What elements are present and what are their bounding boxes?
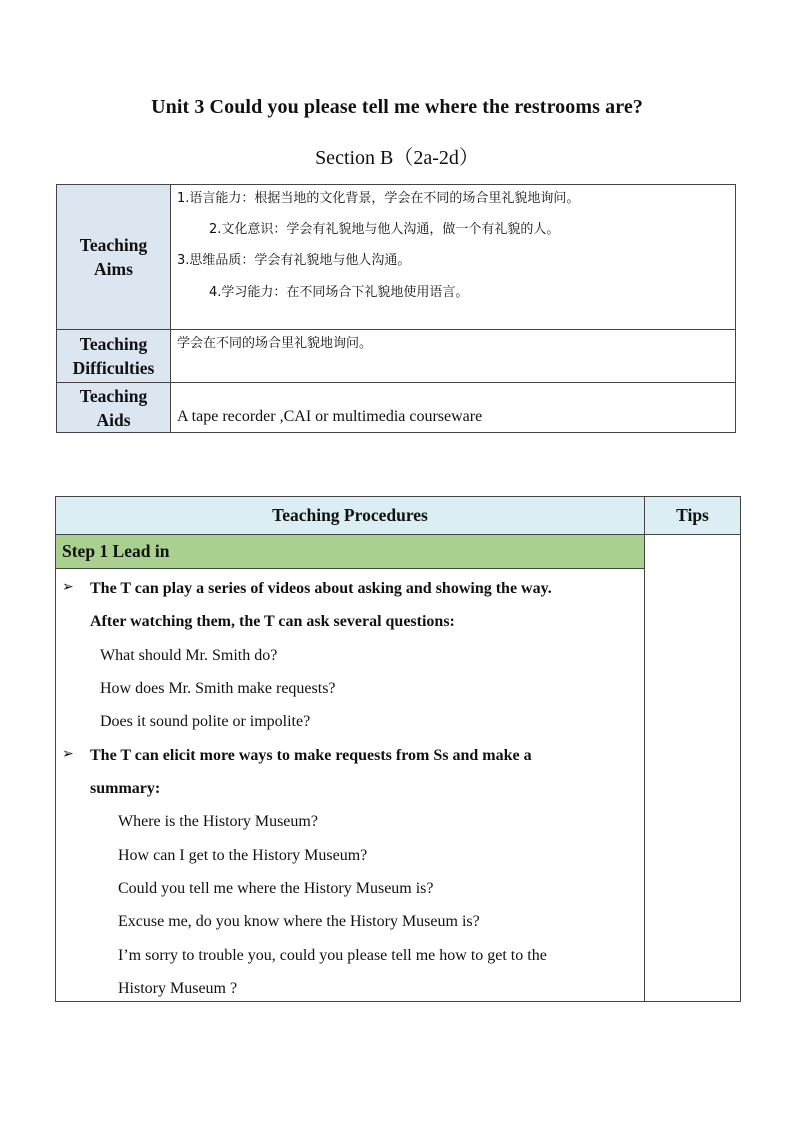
aims-label-line1: Teaching (79, 235, 148, 255)
aids-content: A tape recorder ,CAI or multimedia courseware (171, 383, 736, 433)
procedures-header-row (56, 497, 741, 535)
request-item: Excuse me, do you know where the History Museum is? (118, 913, 480, 930)
aim-item: 1.语言能力：根据当地的文化背景，学会在不同的场合里礼貌地询问。 (177, 191, 580, 206)
procedures-header: Teaching Procedures (56, 497, 645, 535)
step1-title: Step 1 Lead in (56, 535, 645, 569)
document-subtitle: Section B（2a-2d） (315, 147, 479, 169)
info-table (56, 184, 736, 433)
aids-label-line2: Aids (96, 409, 131, 430)
aim-item: 2.文化意识：学会有礼貌地与他人沟通，做一个有礼貌的人。 (209, 222, 560, 237)
aims-label (57, 185, 171, 330)
difficulties-label-line1: Teaching (79, 334, 148, 354)
request-item: Where is the History Museum? (118, 813, 318, 830)
step1-row (56, 535, 741, 569)
bullet1-line2: After watching them, the T can ask several questions: (90, 613, 455, 630)
bullet1-line1: The T can play a series of videos about asking and showing the way. (90, 580, 552, 597)
arrow-bullet-icon: ➢ (62, 579, 74, 595)
question-item: How does Mr. Smith make requests? (100, 680, 336, 697)
tips-cell (645, 535, 741, 1002)
step1-content-row (56, 569, 741, 1002)
aims-label-line2: Aims (94, 259, 133, 279)
aims-row (57, 185, 736, 330)
bullet2-line1: The T can elicit more ways to make requests from Ss and make a (90, 747, 532, 764)
aids-label-line1: Teaching (79, 385, 148, 406)
aids-row (57, 383, 736, 433)
tips-header: Tips (645, 497, 741, 535)
aim-item: 4.学习能力：在不同场合下礼貌地使用语言。 (209, 285, 469, 300)
request-item: I’m sorry to trouble you, could you please tell me how to get to the (118, 947, 547, 964)
arrow-bullet-icon: ➢ (62, 746, 74, 762)
bullet2-line2: summary: (90, 780, 161, 797)
difficulties-content: 学会在不同的场合里礼貌地询问。 (171, 330, 736, 383)
aim-item: 3.思维品质：学会有礼貌地与他人沟通。 (177, 253, 411, 268)
difficulties-row (57, 330, 736, 383)
request-item: How can I get to the History Museum? (118, 847, 368, 864)
request-item: History Museum ? (118, 980, 238, 997)
difficulties-label (57, 330, 171, 383)
aids-label (57, 383, 171, 433)
question-item: Does it sound polite or impolite? (100, 713, 311, 730)
request-item: Could you tell me where the History Museum is? (118, 880, 434, 897)
question-item: What should Mr. Smith do? (100, 647, 278, 664)
document-title: Unit 3 Could you please tell me where the restrooms are? (151, 96, 643, 118)
difficulties-label-line2: Difficulties (72, 358, 155, 378)
procedures-table (55, 496, 741, 1002)
aims-content (171, 185, 736, 330)
step1-content (56, 569, 645, 1002)
